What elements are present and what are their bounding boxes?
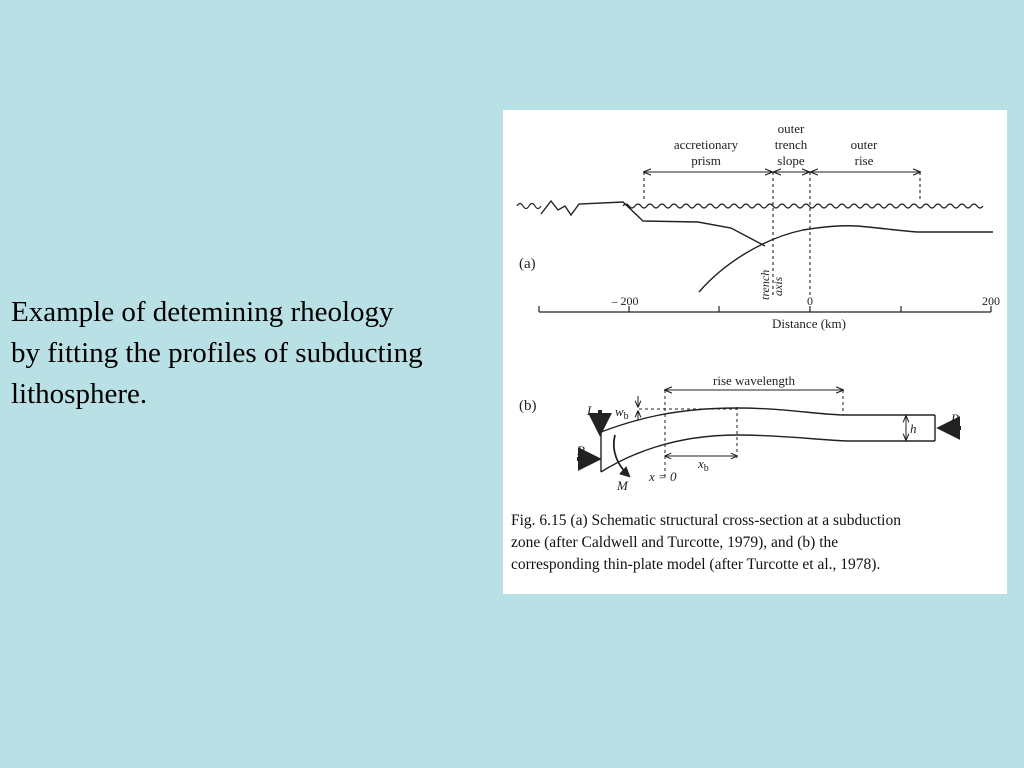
distance-axis (539, 306, 991, 312)
panel-b-guides (639, 390, 843, 478)
figure-diagram (503, 110, 1007, 510)
x0-label: x = 0 (649, 469, 677, 484)
thin-plate-top (601, 408, 935, 432)
overriding-plate-profile (541, 201, 765, 246)
slide-text (11, 292, 501, 415)
tick-label: 0 (807, 294, 813, 308)
accretionary-prism-label-2: prism (691, 153, 721, 168)
slide-text-line-1: Example of detemining rheology (11, 296, 394, 328)
tick-label: 200 (982, 294, 1000, 308)
caption-line-2: zone (after Caldwell and Turcotte, 1979), and (b) the (511, 534, 839, 551)
outer-trench-slope-label-1: outer (777, 121, 805, 136)
xb-label: $x_b$ (698, 456, 709, 474)
slide-text-line-2: by fitting the profiles of subducting (11, 337, 423, 369)
svg-text:trench: trench (758, 269, 772, 300)
outer-trench-slope-label-2: trench (774, 137, 808, 152)
M-label: M (617, 478, 628, 493)
rise-wavelength-label: rise wavelength (713, 373, 795, 388)
P-left-label: P (577, 443, 585, 458)
caption-line-1: Fig. 6.15 (a) Schematic structural cross-section at a subduction (511, 512, 901, 529)
thin-plate-bottom (601, 435, 935, 472)
subducting-plate-profile (699, 226, 993, 292)
outer-rise-label-1: outer (850, 137, 878, 152)
distance-axis-ticks (611, 294, 1001, 308)
wb-label: $w_b$ (615, 404, 629, 422)
moment-arrow (614, 435, 629, 476)
accretionary-prism-label-1: accretionary (673, 137, 739, 152)
outer-rise-label-2: rise (854, 153, 874, 168)
tick-label: – 200 (611, 294, 639, 308)
caption-line-3: corresponding thin-plate model (after Turcotte et al., 1978). (511, 556, 881, 573)
figure-caption (511, 510, 1001, 576)
outer-trench-slope-label-3: slope (777, 153, 805, 168)
slide-text-line-3: lithosphere. (11, 378, 148, 410)
panel-a-label: (a) (519, 256, 536, 272)
zone-labels (674, 121, 878, 168)
L-label: L (587, 403, 595, 418)
figure-panel (503, 110, 1007, 594)
svg-text:axis: axis (771, 276, 785, 296)
distance-axis-label: Distance (km) (771, 316, 847, 331)
trench-axis-label (758, 270, 785, 300)
panel-b-label: (b) (519, 398, 537, 414)
h-label: h (910, 421, 917, 436)
P-right-label: P (951, 411, 959, 426)
